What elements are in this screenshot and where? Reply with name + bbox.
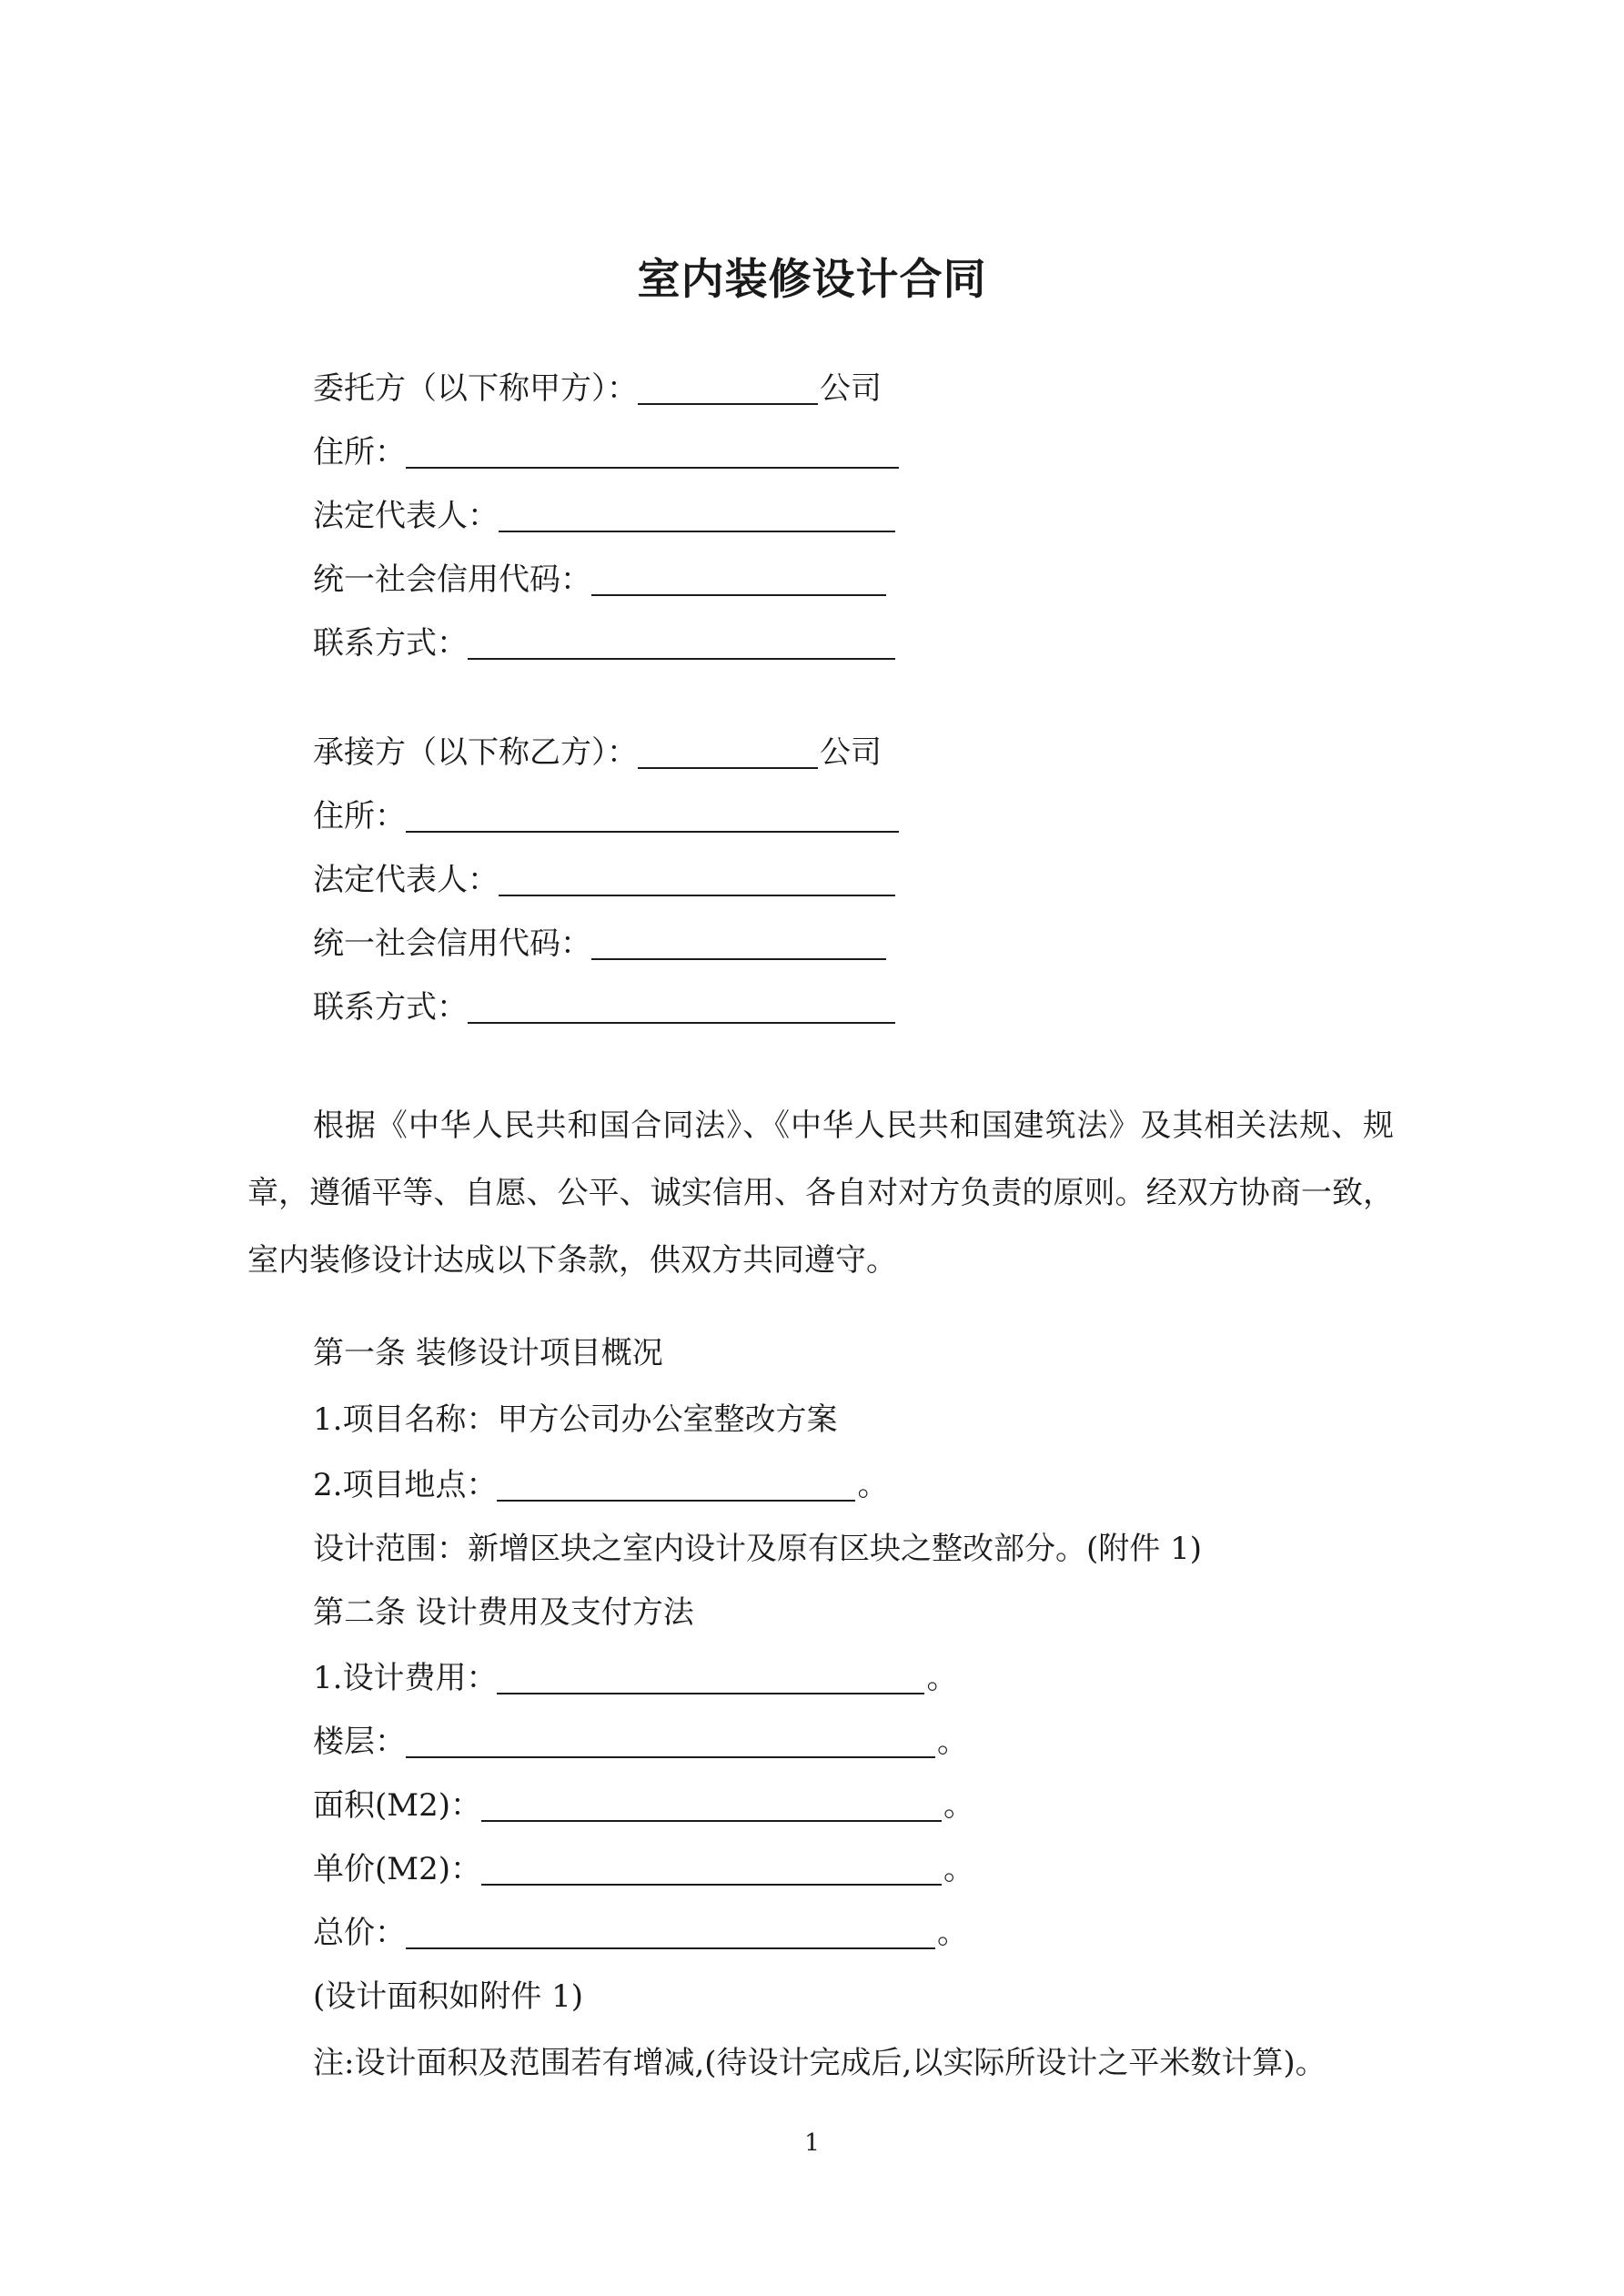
party-a-address-blank[interactable]: [406, 436, 899, 469]
design-fee-label: 1.设计费用：: [313, 1660, 498, 1696]
party-a-code-line: [313, 560, 888, 600]
design-fee-line: [313, 1658, 957, 1698]
floor-line: [313, 1722, 968, 1762]
article2-heading-text: 第二条 设计费用及支付方法: [313, 1594, 694, 1631]
article1-scope: [313, 1529, 1202, 1569]
document-title: 室内装修设计合同: [637, 255, 987, 305]
party-b-suffix: 公司: [820, 734, 882, 771]
total-price-line: [313, 1913, 968, 1953]
party-a-rep-line: [313, 496, 897, 536]
area-note-line: [313, 1977, 583, 2017]
party-b-code-label: 统一社会信用代码：: [313, 925, 591, 962]
party-a-rep-label: 法定代表人：: [313, 498, 499, 534]
area-end: 。: [943, 1787, 974, 1824]
party-b-rep-blank[interactable]: [499, 864, 895, 896]
party-b-rep-label: 法定代表人：: [313, 862, 499, 898]
party-b-code-line: [313, 924, 888, 964]
party-a-code-blank[interactable]: [591, 563, 886, 596]
unit-price-label: 单价(M2)：: [313, 1851, 481, 1887]
party-b-address-label: 住所：: [313, 798, 406, 834]
project-location-blank[interactable]: [497, 1469, 855, 1502]
area-line: [313, 1785, 974, 1826]
party-a-label: 委托方（以下称甲方）：: [313, 370, 638, 407]
party-b-address-blank[interactable]: [406, 800, 899, 833]
party-a-contact-line: [313, 623, 897, 663]
remark-text: 注:设计面积及范围若有增减,(待设计完成后,以实际所设计之平米数计算)。: [313, 2045, 1326, 2081]
unit-price-end: 。: [943, 1851, 974, 1887]
party-b-address-line: [313, 796, 901, 836]
total-price-blank[interactable]: [406, 1917, 935, 1949]
party-b-contact-blank[interactable]: [468, 991, 895, 1024]
party-a-address-line: [313, 432, 901, 472]
unit-price-blank[interactable]: [481, 1853, 942, 1886]
article1-item2: [313, 1465, 888, 1505]
party-b-code-blank[interactable]: [591, 927, 886, 960]
article2-heading: [313, 1593, 694, 1633]
total-price-end: 。: [937, 1915, 968, 1951]
floor-end: 。: [937, 1724, 968, 1760]
party-a-name-blank[interactable]: [638, 372, 818, 405]
party-a-rep-blank[interactable]: [499, 500, 895, 532]
party-b-name-blank[interactable]: [638, 736, 818, 769]
intro-paragraph: 根据《中华人民共和国合同法》、《中华人民共和国建筑法》及其相关法规、规章，遵循平等、自愿、公平、诚实信用、各自对对方负责的原则。经双方协商一致，室内装修设计达成以下条款，供双方共同遵守。: [247, 1108, 1394, 1279]
article1-heading: [313, 1333, 663, 1373]
party-a-code-label: 统一社会信用代码：: [313, 561, 591, 598]
party-b-contact-line: [313, 987, 897, 1027]
party-a-contact-blank[interactable]: [468, 627, 895, 660]
party-b-name-line: [313, 733, 882, 773]
area-blank[interactable]: [481, 1789, 942, 1822]
page-number: 1: [804, 2129, 820, 2157]
article1-item1: [313, 1400, 837, 1440]
floor-label: 楼层：: [313, 1724, 406, 1760]
project-name-text: 1.项目名称：甲方公司办公室整改方案: [313, 1401, 838, 1438]
design-scope-text: 设计范围：新增区块之室内设计及原有区块之整改部分。(附件 1): [313, 1531, 1202, 1567]
party-b-rep-line: [313, 860, 897, 900]
project-location-label: 2.项目地点：: [313, 1467, 498, 1503]
party-a-contact-label: 联系方式：: [313, 625, 468, 662]
floor-blank[interactable]: [406, 1725, 935, 1758]
party-a-suffix: 公司: [820, 370, 882, 407]
area-label: 面积(M2)：: [313, 1787, 481, 1824]
total-price-label: 总价：: [313, 1915, 406, 1951]
design-fee-end: 。: [926, 1660, 958, 1696]
article1-heading-text: 第一条 装修设计项目概况: [313, 1335, 663, 1371]
project-location-end: 。: [857, 1467, 889, 1503]
party-b-label: 承接方（以下称乙方）：: [313, 734, 638, 771]
party-b-contact-label: 联系方式：: [313, 989, 468, 1026]
area-note-text: (设计面积如附件 1): [313, 1978, 583, 2015]
design-fee-blank[interactable]: [497, 1662, 924, 1694]
unit-price-line: [313, 1849, 974, 1889]
remark-line: [313, 2043, 1326, 2083]
party-a-address-label: 住所：: [313, 434, 406, 470]
party-a-name-line: [313, 369, 882, 409]
